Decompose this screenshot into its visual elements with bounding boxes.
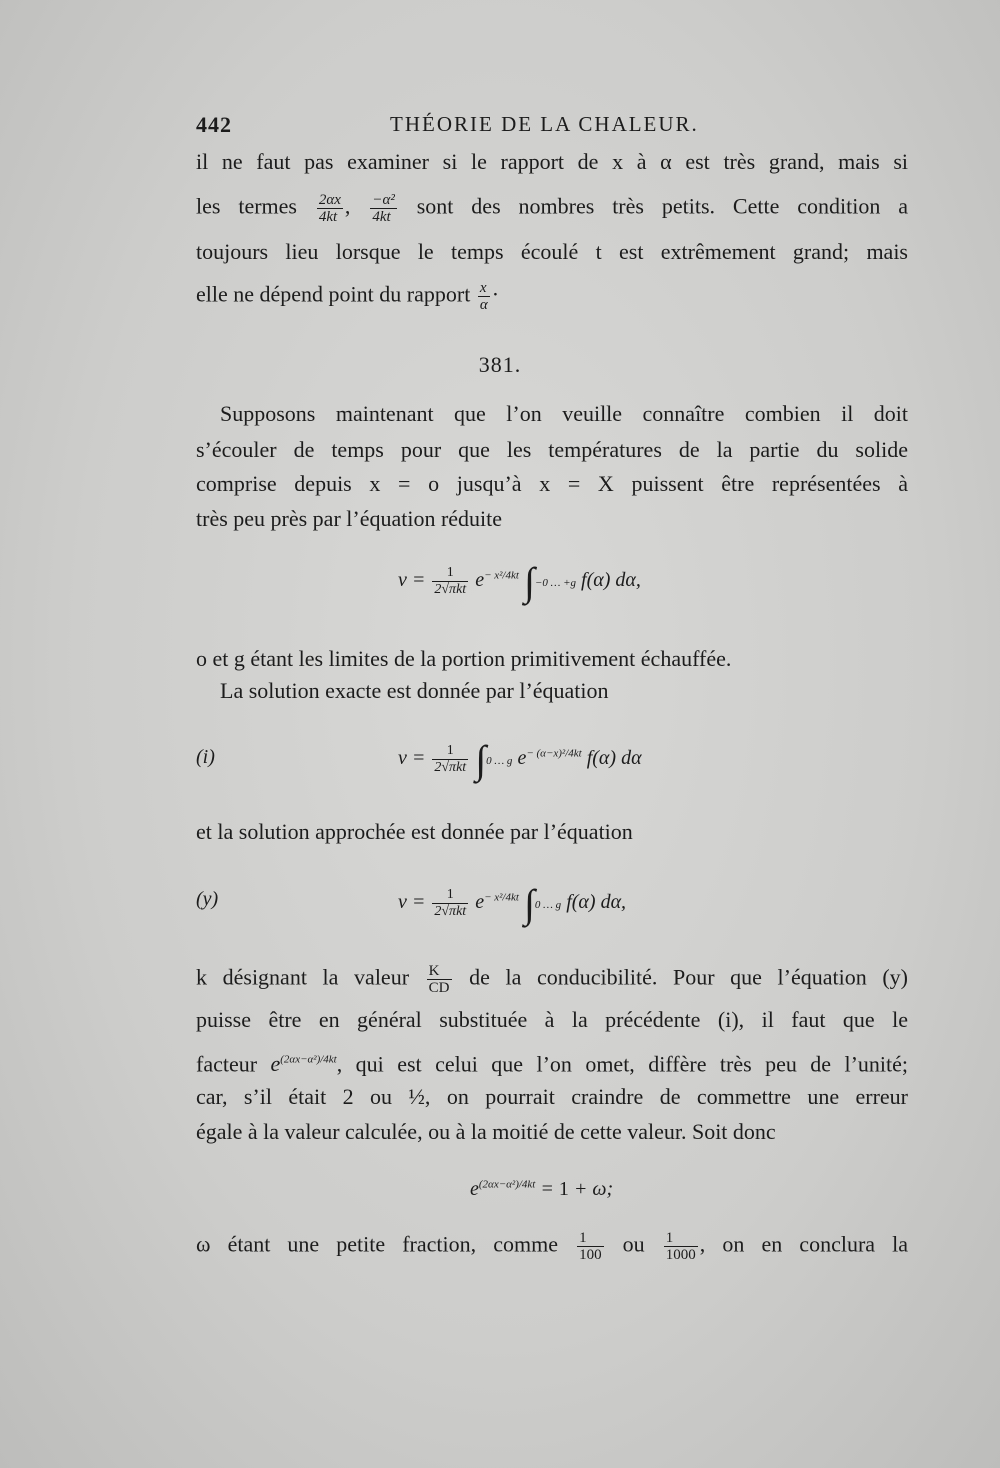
text-line: Supposons maintenant que l’on veuille connaître combien il doit: [220, 401, 908, 426]
text-line: il ne faut pas examiner si le rapport de x à α est très grand, mais si: [196, 149, 908, 174]
fraction: $\frac{1}{100}$: [579, 1230, 602, 1263]
text-line: facteur $e^{(2\alpha x-\alpha^2)/4kt}$, qui est celui que l’on omet, diffère très peu de l’unité;: [196, 1051, 909, 1077]
text-line: très peu près par l’équation réduite: [196, 506, 503, 531]
text-line: puisse être en général substituée à la précédente (i), il faut que le: [196, 1007, 908, 1032]
fraction: $\frac{x}{\alpha}$: [479, 280, 488, 313]
text-line: toujours lieu lorsque le temps écoulé t est extrêmement grand; mais: [196, 239, 908, 264]
text-line: ω étant une petite fraction, comme $\frac{1}{100}$ ou $\frac{1}{1000}$ , on en conclura la: [196, 1230, 909, 1263]
text-line: égale à la valeur calculée, ou à la moitié de cette valeur. Soit donc: [196, 1119, 776, 1144]
text-line: car, s’il était 2 ou ½, on pourrait craindre de commettre une erreur: [196, 1084, 908, 1109]
text-line: comprise depuis x = o jusqu’à x = X puissent être représentées à: [196, 471, 908, 496]
text-line: k désignant la valeur $\frac{K}{CD}$ de la conducibilité. Pour que l’équation (y): [196, 963, 909, 996]
equation-approx: v = $\frac{1}{\text{2√πkt}}$ $e^{- x^2/4kt}$ ∫0 … g f(α) dα,: [398, 881, 627, 926]
running-title: THÉORIE DE LA CHALEUR.: [390, 112, 699, 136]
text-line: La solution exacte est donnée par l’équation: [220, 678, 609, 703]
equation-omega: $e^{(2\alpha x-\alpha^2)/4kt} = 1 + \omega$;: [470, 1178, 614, 1200]
fraction: $\frac{\text{−α²}}{4kt}$: [372, 192, 395, 225]
section-number: 381.: [478, 352, 522, 377]
text-line: s’écouler de temps pour que les températures de la partie du solide: [196, 437, 908, 462]
equation-reduced: v = $\frac{1}{\text{2√πkt}}$ $e^{- x^2/4kt}$ ∫−0 … +g f(α) dα,: [398, 559, 641, 604]
text-line: et la solution approchée est donnée par l’équation: [196, 819, 633, 844]
equation-label: (y): [196, 888, 219, 910]
equation-label: (i): [196, 746, 215, 768]
text-line: o et g étant les limites de la portion primitivement échauffée.: [196, 646, 732, 671]
text-line: les termes $\frac{2\alpha x}{4kt}$ , $\frac{\text{−α²}}{4kt}$ sont des nombres très petits. Cette condition a: [196, 192, 909, 225]
fraction: $\frac{1}{1000}$: [665, 1230, 696, 1263]
fraction: $\frac{2\alpha x}{4kt}$: [318, 192, 341, 225]
equation-exact: v = $\frac{1}{\text{2√πkt}}$ ∫0 … g $e^{- (\alpha-x)^2/4kt}$ f(α) dα: [398, 737, 642, 782]
fraction: $\frac{K}{CD}$: [428, 963, 450, 996]
text-line: elle ne dépend point du rapport $\frac{x}{\alpha}$ ·: [196, 280, 500, 313]
page-number: 442: [196, 112, 232, 137]
